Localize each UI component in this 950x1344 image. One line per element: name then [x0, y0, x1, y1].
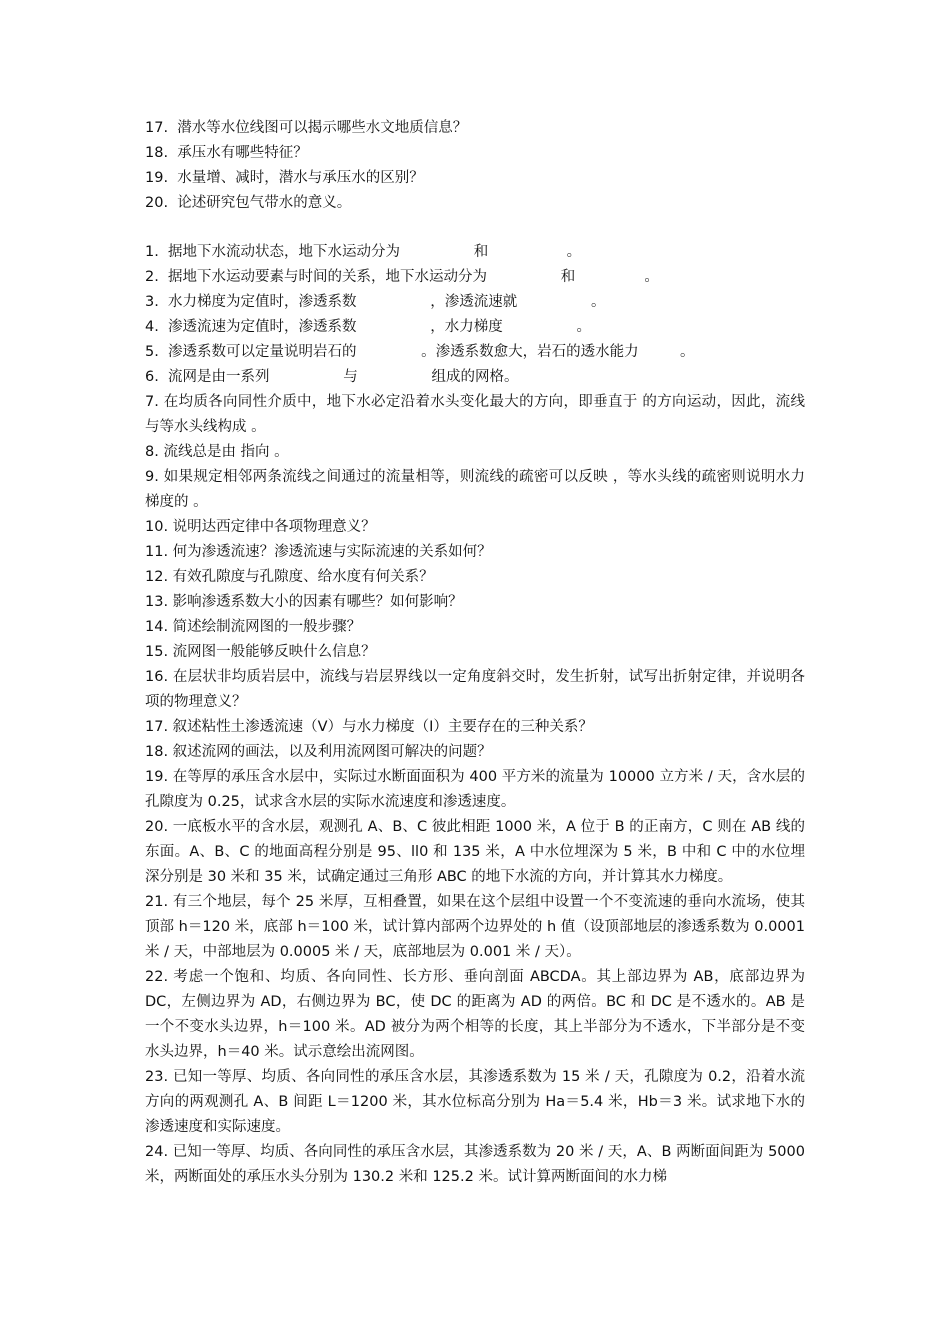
- question-list-upper: [145, 116, 805, 216]
- question-paragraph: 11. 何为渗透流速？渗透流速与实际流速的关系如何？: [145, 544, 492, 560]
- question-paragraph: 15. 流网图一般能够反映什么信息？: [145, 644, 376, 660]
- question-paragraph: 17. 叙述粘性土渗透流速（V）与水力梯度（I）主要存在的三种关系？: [145, 719, 593, 735]
- question-paragraph: 9. 如果规定相邻两条流线之间通过的流量相等，则流线的疏密可以反映 ，等水头线的疏密则说明水力梯度的 。: [145, 469, 805, 510]
- question-paragraph: 20. 一底板水平的含水层，观测孔 A、B、C 彼此相距 1000 米，A 位于 B 的正南方，C 则在 AB 线的东面。A、B、C 的地面高程分别是 95、ll0 和 135 米，A 中水位埋深为 5 米，B 中和 C 中的水位埋深分别是 30 米和 35 米，试确定通过三角形 ABC 的地下水流的方向，并计算其水力梯度。: [145, 819, 805, 885]
- question-paragraph: 22. 考虑一个饱和、均质、各向同性、长方形、垂向剖面 ABCDA。其上部边界为 AB，底部边界为 DC，左侧边界为 AD，右侧边界为 BC，使 DC 的距离为 AD 的两倍。BC 和 DC 是不透水的。AB 是一个不变水头边界，h＝100 米。AD 被分为两个相等的长度，其上半部分为不透水，下半部分是不变水头边界，h＝40 米。试示意绘出流网图。: [145, 969, 805, 1060]
- fill-blank-line: 2. 据地下水运动要素与时间的关系，地下水运动分为 和 。: [145, 269, 659, 285]
- question-paragraph: 24. 已知一等厚、均质、各向同性的承压含水层，其渗透系数为 20 米 / 天，A、B 两断面间距为 5000 米，两断面处的承压水头分别为 130.2 米和 125.2 米。试计算两断面间的水力梯: [145, 1144, 805, 1185]
- question-paragraph: 13. 影响渗透系数大小的因素有哪些？如何影响？: [145, 594, 463, 610]
- question-line: 18. 承压水有哪些特征？: [145, 145, 308, 161]
- question-paragraph: 7. 在均质各向同性介质中，地下水必定沿着水头变化最大的方向，即垂直于 的方向运动，因此，流线与等水头线构成 。: [145, 394, 805, 435]
- fill-blank-line: 3. 水力梯度为定值时，渗透系数 ，渗透流速就 。: [145, 294, 606, 310]
- question-paragraph: 23. 已知一等厚、均质、各向同性的承压含水层，其渗透系数为 15 米 / 天，孔隙度为 0.2，沿着水流方向的两观测孔 A、B 间距 L＝1200 米，其水位标高分别为 Ha＝5.4 米，Hb＝3 米。试求地下水的渗透速度和实际速度。: [145, 1069, 805, 1135]
- question-line: 19. 水量增、减时，潜水与承压水的区别？: [145, 170, 424, 186]
- question-paragraph: 14. 简述绘制流网图的一般步骤？: [145, 619, 362, 635]
- fill-blank-line: 5. 渗透系数可以定量说明岩石的 。渗透系数愈大，岩石的透水能力 。: [145, 344, 695, 360]
- fill-blank-line: 1. 据地下水流动状态，地下水运动分为 和 。: [145, 244, 582, 260]
- question-line: 17. 潜水等水位线图可以揭示哪些水文地质信息？: [145, 120, 468, 136]
- question-paragraph: 8. 流线总是由 指向 。: [145, 444, 289, 460]
- fill-blank-line: 4. 渗透流速为定值时，渗透系数 ，水力梯度 。: [145, 319, 592, 335]
- question-paragraph: 18. 叙述流网的画法，以及利用流网图可解决的问题？: [145, 744, 492, 760]
- question-paragraph: 21. 有三个地层，每个 25 米厚，互相叠置，如果在这个层组中设置一个不变流速的垂向水流场，使其顶部 h＝120 米，底部 h＝100 米，试计算内部两个边界处的 h 值（设顶部地层的渗透系数为 0.0001 米 / 天，中部地层为 0.0005 米 / 天，底部地层为 0.001 米 / 天）。: [145, 894, 805, 960]
- question-paragraph: 10. 说明达西定律中各项物理意义？: [145, 519, 376, 535]
- question-paragraph: 16. 在层状非均质岩层中，流线与岩层界线以一定角度斜交时，发生折射，试写出折射定律，并说明各项的物理意义？: [145, 669, 805, 710]
- question-paragraph: 19. 在等厚的承压含水层中，实际过水断面面积为 400 平方米的流量为 10000 立方米 / 天，含水层的孔隙度为 0.25，试求含水层的实际水流速度和渗透速度。: [145, 769, 805, 810]
- question-line: 20. 论述研究包气带水的意义。: [145, 195, 352, 211]
- fill-blank-line: 6. 流网是由一系列 与 组成的网格。: [145, 369, 519, 385]
- question-paragraph: 12. 有效孔隙度与孔隙度、给水度有何关系？: [145, 569, 434, 585]
- question-list-main: [145, 240, 805, 1190]
